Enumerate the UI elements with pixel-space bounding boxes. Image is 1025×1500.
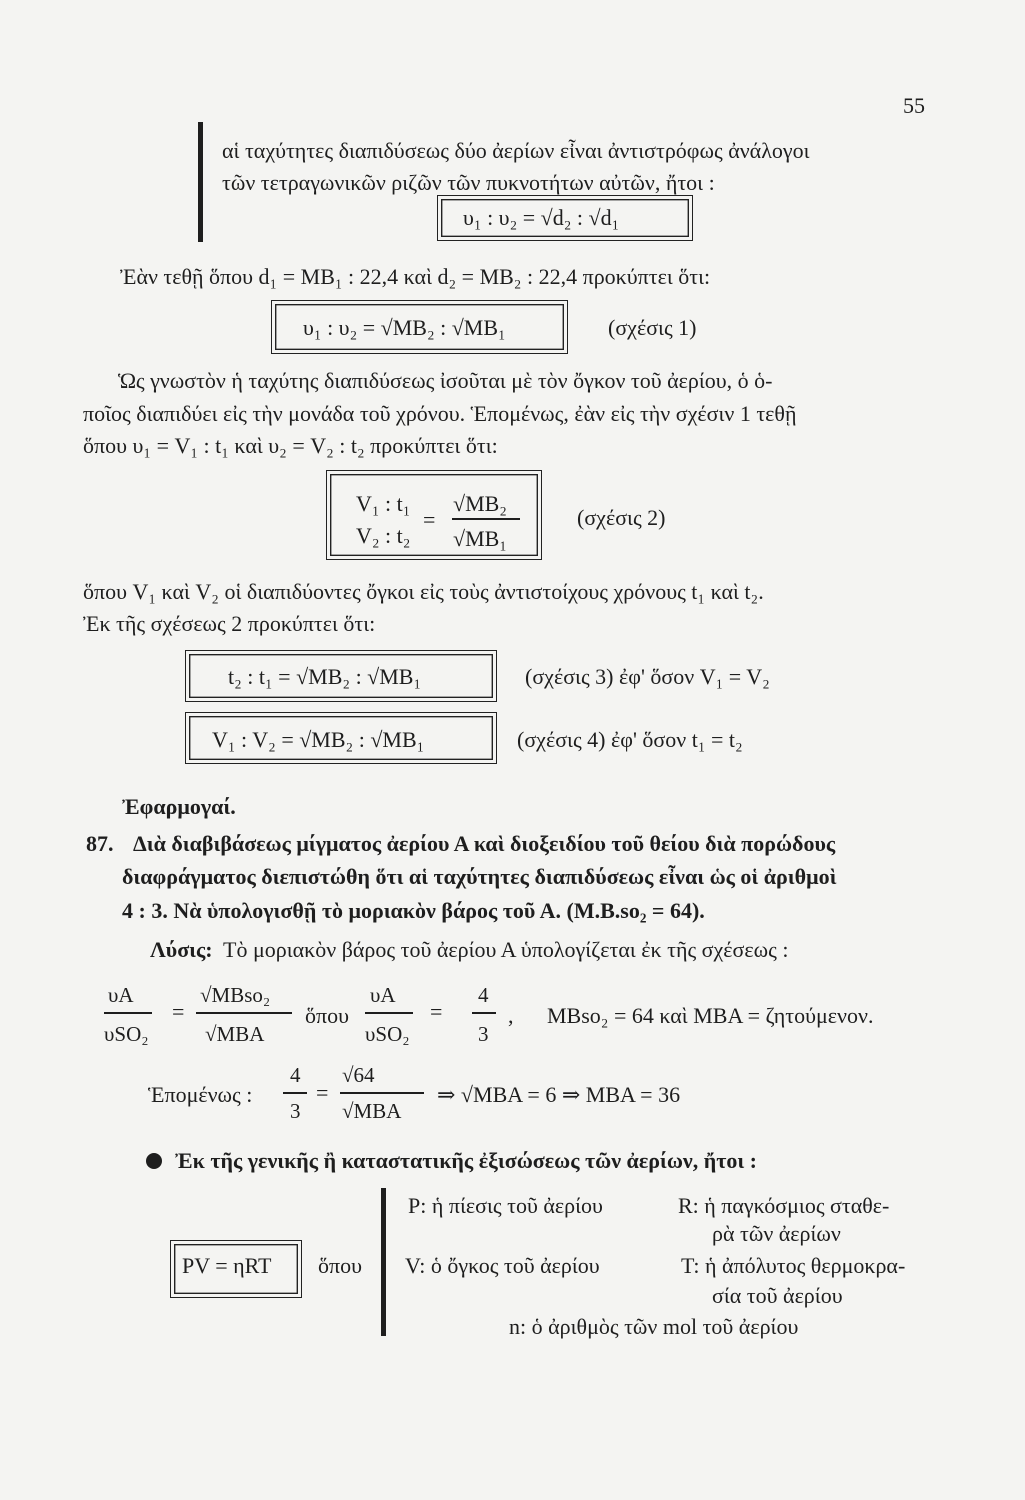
problem-number: 87. [86,831,114,856]
bullet-icon [144,1151,164,1171]
page-number: 55 [903,93,925,118]
paragraph-line: ποῖος διαπιδύει εἰς τὴν μονάδα τοῦ χρόνου. Ἑπομένως, ἐὰν εἰς τὴν σχέσιν 1 τεθῇ [83,401,797,426]
fraction-bar [196,1012,292,1014]
relation-label: (σχέσις 2) [577,505,666,530]
fraction-numerator: √MB₂ [453,491,507,516]
fraction-denominator: υSO₂ [365,1022,410,1046]
formula: υ₁ : υ₂ = √d₂ : √d₁ [463,205,620,230]
epomenos-word: Ἑπομένως : [148,1082,253,1107]
fraction-denominator: √MB₁ [453,526,507,551]
paragraph-line: Ἐκ τῆς σχέσεως 2 προκύπτει ὅτι: [83,611,376,636]
comma: , [508,1003,514,1028]
fraction-numerator: √64 [342,1063,375,1087]
fraction-denominator: √MBA [342,1099,402,1123]
fraction-numerator: 4 [478,983,489,1007]
fraction-bar [452,518,520,520]
paragraph-line: τῶν τετραγωνικῶν ριζῶν τῶν πυκνοτήτων αὐτῶν, ἤτοι : [222,170,715,195]
solution-text: Τὸ μοριακὸν βάρος τοῦ ἀερίου Α ὑπολογίζεται ἐκ τῆς σχέσεως : [223,937,789,962]
definition-item: n: ὁ ἀριθμὸς τῶν mol τοῦ ἀερίου [509,1314,799,1339]
formula: t₂ : t₁ = √MB₂ : √MB₁ [228,664,422,689]
fraction-numerator: υA [370,983,396,1007]
problem-line: Διὰ διαβιβάσεως μίγματος ἀερίου Α καὶ διοξειδίου τοῦ θείου διὰ πορώδους [133,831,836,856]
result: ⇒ √MBA = 6 ⇒ MBA = 36 [437,1082,681,1107]
definition-item: σία τοῦ ἀερίου [712,1283,843,1308]
equals-sign: = [172,999,185,1024]
formula: υ₁ : υ₂ = √MB₂ : √MB₁ [303,315,506,340]
fraction-bar [104,1012,152,1014]
fraction-bar [340,1092,424,1094]
margin-bar [198,122,203,242]
opou-word: ὅπου [318,1253,362,1278]
definition-item: V: ὁ ὄγκος τοῦ ἀερίου [405,1253,600,1278]
fraction-numerator: υA [108,983,134,1007]
equals-sign: = [316,1080,329,1105]
relation-label: (σχέσις 4) ἐφ' ὅσον t₁ = t₂ [517,727,743,752]
section-heading: Ἐφαρμογαί. [122,794,236,819]
paragraph-line: Ὡς γνωστὸν ἡ ταχύτης διαπιδύσεως ἰσοῦται μὲ τὸν ὄγκον τοῦ ἀερίου, ὁ ὁ- [118,368,773,393]
fraction-bar [472,1012,496,1014]
fraction-bar [283,1092,307,1094]
definition-item: T: ἡ ἀπόλυτος θερμοκρα- [681,1253,906,1278]
definition-item: R: ἡ παγκόσμιος σταθε- [678,1193,890,1218]
definition-item: ρὰ τῶν ἀερίων [712,1221,841,1246]
fraction-bar [365,1012,413,1014]
fraction-numerator: V₁ : t₁ [356,491,411,516]
fraction-numerator: 4 [290,1063,301,1087]
paragraph-line: αἱ ταχύτητες διαπιδύσεως δύο ἀερίων εἶναι ἀντιστρόφως ἀνάλογοι [222,138,810,163]
fraction-denominator: 3 [478,1022,489,1046]
definition-bar [381,1188,386,1336]
fraction-denominator: υSO₂ [104,1022,149,1046]
paragraph-line: ὅπου V₁ καὶ V₂ οἱ διαπιδύοντες ὄγκοι εἰς τοὺς ἀντιστοίχους χρόνους t₁ καὶ t₂. [83,579,764,604]
relation-label: (σχέσις 1) [608,315,697,340]
solution-label: Λύσις: [150,937,213,962]
formula: PV = ηRT [182,1253,272,1278]
definition-item: P: ἡ πίεσις τοῦ ἀερίου [408,1193,603,1218]
relation-label: (σχέσις 3) ἐφ' ὅσον V₁ = V₂ [525,664,770,689]
paragraph-line: ὅπου υ₁ = V₁ : t₁ καὶ υ₂ = V₂ : t₂ προκύπτει ὅτι: [83,433,498,458]
problem-line: διαφράγματος διεπιστώθη ὅτι αἱ ταχύτητες διαπιδύσεως εἶναι ὡς οἱ ἀριθμοὶ [122,864,837,889]
opou-word: ὅπου [305,1003,349,1028]
problem-line: 4 : 3. Νὰ ὑπολογισθῇ τὸ μοριακὸν βάρος τοῦ Α. (Μ.Β.so₂ = 64). [122,898,705,923]
fraction-denominator: 3 [290,1099,301,1123]
equals-sign: = [423,507,436,532]
solution-tail: MBso₂ = 64 καὶ MBA = ζητούμενον. [547,1003,874,1028]
fraction-denominator: √MBA [205,1022,265,1046]
fraction-denominator: V₂ : t₂ [356,523,411,548]
fraction-numerator: √MBso₂ [200,983,271,1007]
formula: V₁ : V₂ = √MB₂ : √MB₁ [212,727,425,752]
paragraph-line: Ἐὰν τεθῇ ὅπου d₁ = MB₁ : 22,4 καὶ d₂ = MB₂ : 22,4 προκύπτει ὅτι: [120,264,711,289]
bullet-text: Ἐκ τῆς γενικῆς ἢ καταστατικῆς ἐξισώσεως τῶν ἀερίων, ἤτοι : [175,1148,758,1173]
equals-sign: = [430,999,443,1024]
